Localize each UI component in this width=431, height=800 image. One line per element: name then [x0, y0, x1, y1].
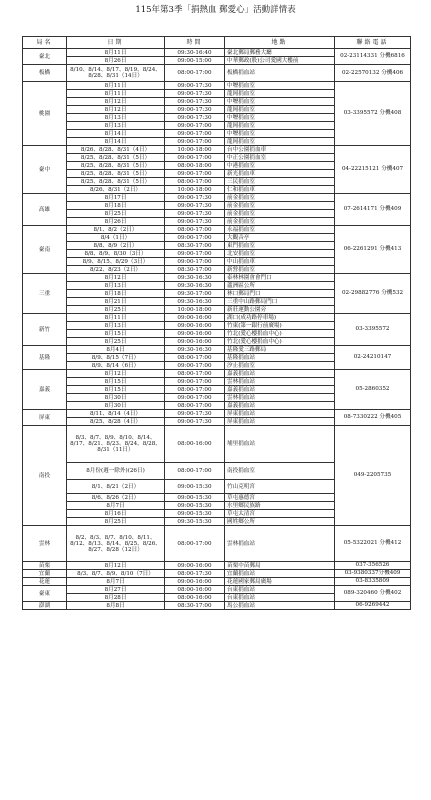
- date-cell: 8月21日: [67, 298, 165, 306]
- date-cell: 8月13日: [67, 114, 165, 122]
- phone-cell: 049-2205735: [335, 426, 411, 526]
- date-cell: 8月12日: [67, 274, 165, 282]
- region-cell: 臺南: [23, 226, 67, 274]
- date-cell: 8月12日: [67, 370, 165, 378]
- region-cell: 南投: [23, 426, 67, 526]
- time-cell: 09:00-17:00: [165, 234, 225, 242]
- date-cell: 8月份(週一除外)(26日): [67, 463, 165, 480]
- time-cell: 09:00-15:00: [165, 57, 225, 65]
- time-cell: 10:00-18:00: [165, 306, 225, 314]
- time-cell: 09:00-17:00: [165, 250, 225, 258]
- location-cell: 埔里捐血站: [225, 426, 335, 463]
- location-cell: 三重中山路郵局門口: [225, 298, 335, 306]
- date-cell: 8月18日: [67, 290, 165, 298]
- table-row: [23, 82, 411, 90]
- phone-cell: 08-7330222 分機405: [335, 410, 411, 426]
- time-cell: 08:00-17:00: [165, 354, 225, 362]
- time-cell: 09:00-17:00: [165, 258, 225, 266]
- phone-cell: 04-22215121 分機407: [335, 146, 411, 194]
- region-cell: 澎湖: [23, 602, 67, 610]
- date-cell: 8月25日: [67, 210, 165, 218]
- time-cell: 10:00-18:00: [165, 186, 225, 194]
- date-cell: 8/3、8/7、8/9、8/10、8/14、8/17、8/21、8/23、8/24、8/28、8/31（11日）: [67, 426, 165, 463]
- location-cell: 屏東捐血站: [225, 418, 335, 426]
- time-cell: 09:00-17:30: [165, 114, 225, 122]
- region-cell: 花蓮: [23, 578, 67, 586]
- table-row: [23, 346, 411, 354]
- date-cell: 8/11、8/14（4日）: [67, 410, 165, 418]
- location-cell: 台東捐血站: [225, 594, 335, 602]
- location-cell: 嘉義捐血站: [225, 370, 335, 378]
- date-cell: 8月25日: [67, 306, 165, 314]
- time-cell: 08:00-16:00: [165, 426, 225, 463]
- location-cell: 中壢捐血室: [225, 114, 335, 122]
- date-cell: 8月4日: [67, 346, 165, 354]
- date-cell: 8月11日: [67, 90, 165, 98]
- phone-cell: 07-2614171 分機409: [335, 194, 411, 226]
- table-row: [23, 314, 411, 322]
- location-cell: 中壢捐血室: [225, 82, 335, 90]
- table-row: [23, 570, 411, 578]
- date-cell: 8月30日: [67, 402, 165, 410]
- location-cell: 雲林捐血站: [225, 394, 335, 402]
- location-cell: 台東捐血站: [225, 586, 335, 594]
- location-cell: 臺北郵局郵務大廳: [225, 49, 335, 57]
- table-row: [23, 194, 411, 202]
- date-cell: 8/1、8/21（2日）: [67, 480, 165, 494]
- time-cell: 09:30-16:40: [165, 49, 225, 57]
- location-cell: 嘉義捐血站: [225, 386, 335, 394]
- date-cell: 8/3、8/7、8/9、8/10（7日）: [67, 570, 165, 578]
- time-cell: 09:00-17:30: [165, 202, 225, 210]
- time-cell: 09:00-17:00: [165, 122, 225, 130]
- time-cell: 09:00-16:00: [165, 314, 225, 322]
- phone-cell: 03-9380337分機409: [335, 570, 411, 578]
- date-cell: 8月25日: [67, 338, 165, 346]
- time-cell: 09:00-15:30: [165, 480, 225, 494]
- location-cell: 中正公園捐血室: [225, 154, 335, 162]
- time-cell: 09:00-17:00: [165, 154, 225, 162]
- date-cell: 8/9、8/14（6日）: [67, 362, 165, 370]
- time-cell: 08:00-16:00: [165, 586, 225, 594]
- location-cell: 嘉義捐血站: [225, 402, 335, 410]
- date-cell: 8月11日: [67, 82, 165, 90]
- phone-cell: 06-9269442: [335, 602, 411, 610]
- time-cell: 09:30-16:30: [165, 274, 225, 282]
- location-cell: 中華郵政(股)公司愛國大樓前: [225, 57, 335, 65]
- date-cell: 8月14日: [67, 130, 165, 138]
- time-cell: 08:30-17:00: [165, 242, 225, 250]
- location-cell: 苗栗中苗郵局: [225, 562, 335, 570]
- time-cell: 09:00-15:30: [165, 494, 225, 502]
- region-cell: 板橋: [23, 65, 67, 82]
- time-cell: 08:00-17:00: [165, 65, 225, 82]
- location-cell: 新莊運動公園旁: [225, 306, 335, 314]
- date-cell: 8/22、8/23（2日）: [67, 266, 165, 274]
- date-cell: 8月12日: [67, 98, 165, 106]
- date-cell: 8月11日: [67, 314, 165, 322]
- time-cell: 09:00-17:00: [165, 362, 225, 370]
- date-cell: 8/26、8/28、8/31（4日）: [67, 146, 165, 154]
- region-cell: 三重: [23, 274, 67, 314]
- table-row: [23, 526, 411, 562]
- location-cell: 水里鄉民族路: [225, 502, 335, 510]
- table-row: [23, 410, 411, 418]
- phone-cell: 037-356526: [335, 562, 411, 570]
- date-cell: 8月11日: [67, 49, 165, 57]
- location-cell: 中壢捐血室: [225, 130, 335, 138]
- time-cell: 09:00-16:00: [165, 338, 225, 346]
- header-region: 局名: [23, 37, 67, 49]
- date-cell: 8月26日: [67, 57, 165, 65]
- phone-cell: 02-24210147: [335, 346, 411, 370]
- page-title: 115年第3季「捐熱血 郵愛心」活動詳情表: [135, 5, 296, 15]
- date-cell: 8/9、8/15、8/29（3日）: [67, 258, 165, 266]
- location-cell: 龍岡捐血室: [225, 106, 335, 114]
- time-cell: 09:30-16:30: [165, 282, 225, 290]
- date-cell: 8月28日: [67, 594, 165, 602]
- date-cell: 8月15日: [67, 378, 165, 386]
- date-cell: 8月7日: [67, 502, 165, 510]
- date-cell: 8月13日: [67, 322, 165, 330]
- location-cell: 南投捐血室: [225, 463, 335, 480]
- date-cell: 8月7日: [67, 578, 165, 586]
- location-cell: 中山捐血車: [225, 258, 335, 266]
- date-cell: 8/9、8/15（7日）: [67, 354, 165, 362]
- header-location: 地點: [225, 37, 335, 49]
- date-cell: 8月12日: [67, 106, 165, 114]
- time-cell: 09:00-16:00: [165, 330, 225, 338]
- time-cell: 09:00-17:00: [165, 138, 225, 146]
- date-cell: 8月13日: [67, 282, 165, 290]
- header-time: 時間: [165, 37, 225, 49]
- date-cell: 8月25日: [67, 518, 165, 526]
- location-cell: 龍岡捐血室: [225, 122, 335, 130]
- date-cell: 8月16日: [67, 510, 165, 518]
- location-cell: 板橋捐血站: [225, 65, 335, 82]
- time-cell: 08:00-17:00: [165, 526, 225, 562]
- phone-cell: 06-2261291 分機413: [335, 226, 411, 274]
- region-cell: 苗栗: [23, 562, 67, 570]
- event-table: [22, 36, 411, 610]
- table-row: [23, 274, 411, 282]
- phone-cell: 03-8335809: [335, 578, 411, 586]
- date-cell: 8/25、8/28、8/31（5日）: [67, 170, 165, 178]
- date-cell: 8月18日: [67, 202, 165, 210]
- date-cell: 8月26日: [67, 218, 165, 226]
- phone-cell: 02-22570132 分機406: [335, 65, 411, 82]
- region-cell: 高雄: [23, 194, 67, 226]
- time-cell: 09:00-17:30: [165, 82, 225, 90]
- time-cell: 09:30-16:30: [165, 346, 225, 354]
- table-row: [23, 226, 411, 234]
- table-row: [23, 370, 411, 378]
- region-cell: 基隆: [23, 346, 67, 370]
- date-cell: 8月12日: [67, 562, 165, 570]
- date-cell: 8/25、8/28、8/31（5日）: [67, 154, 165, 162]
- phone-cell: 05-5322021 分機412: [335, 526, 411, 562]
- time-cell: 10:00-18:00: [165, 146, 225, 154]
- time-cell: 09:30-15:30: [165, 518, 225, 526]
- time-cell: 09:30-17:00: [165, 290, 225, 298]
- time-cell: 09:00-16:00: [165, 562, 225, 570]
- date-cell: 8月27日: [67, 586, 165, 594]
- phone-cell: 05-2860352: [335, 370, 411, 410]
- time-cell: 09:30-16:30: [165, 298, 225, 306]
- location-cell: 中壢捐血室: [225, 98, 335, 106]
- location-cell: 雲林捐血站: [225, 378, 335, 386]
- location-cell: 草屯太清宮: [225, 510, 335, 518]
- date-cell: 8/8、8/9、8/30（3日）: [67, 250, 165, 258]
- time-cell: 09:00-17:00: [165, 394, 225, 402]
- location-cell: 前金捐血室: [225, 218, 335, 226]
- location-cell: 竹北(愛心樓捐血中心): [225, 330, 335, 338]
- location-cell: 屏東捐血站: [225, 410, 335, 418]
- time-cell: 09:00-15:30: [165, 502, 225, 510]
- date-cell: 8/6、8/26（2日）: [67, 494, 165, 502]
- time-cell: 09:00-16:00: [165, 578, 225, 586]
- location-cell: 國姓鄉公所: [225, 518, 335, 526]
- date-cell: 8/25、8/28、8/31（5日）: [67, 178, 165, 186]
- time-cell: 08:00-17:00: [165, 370, 225, 378]
- date-cell: 8/25、8/28（4日）: [67, 418, 165, 426]
- location-cell: 基隆捐血站: [225, 354, 335, 362]
- date-cell: 8月15日: [67, 386, 165, 394]
- location-cell: 竹山克明宮: [225, 480, 335, 494]
- date-cell: 8/8、8/9（2日）: [67, 242, 165, 250]
- region-cell: 臺北: [23, 49, 67, 65]
- location-cell: 竹東(第一銀行前廣場): [225, 322, 335, 330]
- date-cell: 8/2、8/3、8/7、8/10、8/11、8/12、8/13、8/14、8/25、8/26、8/27、8/28（12日）: [67, 526, 165, 562]
- time-cell: 09:00-17:30: [165, 210, 225, 218]
- phone-cell: 02-29882776 分機532: [335, 274, 411, 314]
- time-cell: 09:00-15:30: [165, 510, 225, 518]
- table-body: [23, 49, 411, 610]
- location-cell: 前金捐血室: [225, 194, 335, 202]
- location-cell: 新光捐血車: [225, 170, 335, 178]
- location-cell: 前金捐血室: [225, 210, 335, 218]
- location-cell: 蘆洲區公所: [225, 282, 335, 290]
- date-cell: 8月15日: [67, 330, 165, 338]
- table-row: [23, 146, 411, 154]
- location-cell: 雲林捐血站: [225, 526, 335, 562]
- time-cell: 09:00-17:30: [165, 418, 225, 426]
- time-cell: 08:00-17:00: [165, 226, 225, 234]
- time-cell: 08:30-17:00: [165, 602, 225, 610]
- table-header-row: [23, 37, 411, 49]
- date-cell: 8月8日: [67, 602, 165, 610]
- time-cell: 08:00-17:00: [165, 402, 225, 410]
- time-cell: 08:00-16:00: [165, 594, 225, 602]
- time-cell: 08:30-17:00: [165, 266, 225, 274]
- table-row: [23, 578, 411, 586]
- time-cell: 09:00-17:00: [165, 130, 225, 138]
- location-cell: 花蓮國家郵局廣場: [225, 578, 335, 586]
- time-cell: 08:00-17:00: [165, 386, 225, 394]
- time-cell: 09:00-17:30: [165, 106, 225, 114]
- time-cell: 09:00-17:30: [165, 194, 225, 202]
- phone-cell: 02-23114331 分機6816: [335, 49, 411, 65]
- date-cell: 8/25、8/28、8/31（5日）: [67, 162, 165, 170]
- location-cell: 中港捐血室: [225, 162, 335, 170]
- table-row: [23, 49, 411, 57]
- location-cell: 龍岡捐血室: [225, 138, 335, 146]
- table-row: [23, 586, 411, 594]
- region-cell: 雲林: [23, 526, 67, 562]
- table-row: [23, 65, 411, 82]
- table-row: [23, 602, 411, 610]
- date-cell: 8/26、8/31（2日）: [67, 186, 165, 194]
- location-cell: 永福捐血室: [225, 226, 335, 234]
- time-cell: 08:00-18:00: [165, 162, 225, 170]
- location-cell: 竹北(愛心樓捐血中心): [225, 338, 335, 346]
- time-cell: 09:00-17:30: [165, 218, 225, 226]
- region-cell: 嘉義: [23, 370, 67, 410]
- location-cell: 宜蘭捐血站: [225, 570, 335, 578]
- time-cell: 09:00-17:30: [165, 90, 225, 98]
- location-cell: 東門捐血室: [225, 242, 335, 250]
- region-cell: 新竹: [23, 314, 67, 346]
- location-cell: 林口郵局門口: [225, 290, 335, 298]
- date-cell: 8月17日: [67, 194, 165, 202]
- location-cell: 台中公園捐血車: [225, 146, 335, 154]
- location-cell: 大觀音亭: [225, 234, 335, 242]
- time-cell: 09:00-17:30: [165, 98, 225, 106]
- location-cell: 湖口(成功路停車場): [225, 314, 335, 322]
- location-cell: 基隆愛三路郵局: [225, 346, 335, 354]
- date-cell: 8/10、8/14、8/17、8/19、8/24、8/28、8/31（14日）: [67, 65, 165, 82]
- region-cell: 臺東: [23, 586, 67, 602]
- date-cell: 8月13日: [67, 122, 165, 130]
- time-cell: 09:00-16:00: [165, 322, 225, 330]
- time-cell: 09:00-17:30: [165, 410, 225, 418]
- time-cell: 08:00-17:00: [165, 178, 225, 186]
- date-cell: 8/1、8/2（2日）: [67, 226, 165, 234]
- location-cell: 龍岡捐血室: [225, 90, 335, 98]
- time-cell: 08:00-17:30: [165, 570, 225, 578]
- table-row: [23, 562, 411, 570]
- location-cell: 泰林林園會會門口: [225, 274, 335, 282]
- location-cell: 三民捐血室: [225, 178, 335, 186]
- location-cell: 馬公捐血站: [225, 602, 335, 610]
- region-cell: 桃園: [23, 82, 67, 146]
- time-cell: 08:00-17:00: [165, 463, 225, 480]
- table-row: [23, 426, 411, 463]
- region-cell: 宜蘭: [23, 570, 67, 578]
- phone-cell: 03-3395572 分機408: [335, 82, 411, 146]
- location-cell: 汐止捐血室: [225, 362, 335, 370]
- phone-cell: 089-320460 分機402: [335, 586, 411, 602]
- location-cell: 仁和捐血車: [225, 186, 335, 194]
- location-cell: 草屯惠德宮: [225, 494, 335, 502]
- time-cell: 09:00-17:00: [165, 170, 225, 178]
- phone-cell: 03-3395572: [335, 314, 411, 346]
- date-cell: 8/4（1日）: [67, 234, 165, 242]
- location-cell: 前金捐血室: [225, 202, 335, 210]
- region-cell: 屏東: [23, 410, 67, 426]
- header-date: 日期: [67, 37, 165, 49]
- date-cell: 8月30日: [67, 394, 165, 402]
- location-cell: 北安捐血室: [225, 250, 335, 258]
- location-cell: 新營捐血室: [225, 266, 335, 274]
- header-phone: 聯絡電話: [335, 37, 411, 49]
- time-cell: 09:00-17:00: [165, 378, 225, 386]
- region-cell: 臺中: [23, 146, 67, 194]
- date-cell: 8月14日: [67, 138, 165, 146]
